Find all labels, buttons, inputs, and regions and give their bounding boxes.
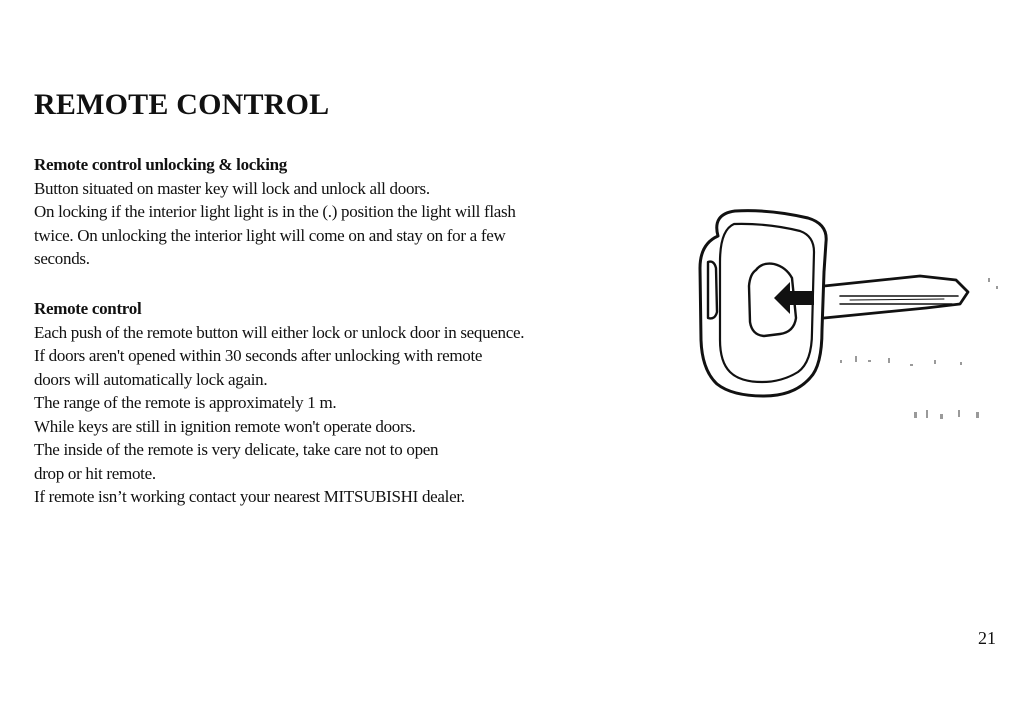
page-title: REMOTE CONTROL <box>34 88 330 121</box>
text-line: seconds. <box>34 249 90 268</box>
text-line: The inside of the remote is very delicate, take care not to open <box>34 440 439 459</box>
section-remote-unlocking-locking <box>34 153 516 271</box>
text-line: On locking if the interior light light is in the (.) position the light will flash <box>34 202 516 221</box>
remote-key-icon <box>690 200 1009 440</box>
page-number: 21 <box>978 628 996 648</box>
text-line: While keys are still in ignition remote won't operate doors. <box>34 416 416 436</box>
section-heading: Remote control <box>34 299 142 318</box>
text-line: If doors aren't opened within 30 seconds after unlocking with remote <box>34 346 483 365</box>
text-line: doors will automatically lock again. <box>34 369 268 389</box>
text-line: The range of the remote is approximately 1 m. <box>34 393 337 412</box>
text-line: If remote isn’t working contact your nearest MITSUBISHI dealer. <box>34 487 465 506</box>
text-line: Each push of the remote button will either lock or unlock door in sequence. <box>34 322 525 342</box>
section-heading: Remote control unlocking & locking <box>34 155 287 174</box>
text-line: drop or hit remote. <box>34 463 156 483</box>
text-line: Button situated on master key will lock and unlock all doors. <box>34 178 430 198</box>
text-line: twice. On unlocking the interior light will come on and stay on for a few <box>34 225 506 245</box>
section-remote-control <box>34 297 524 509</box>
